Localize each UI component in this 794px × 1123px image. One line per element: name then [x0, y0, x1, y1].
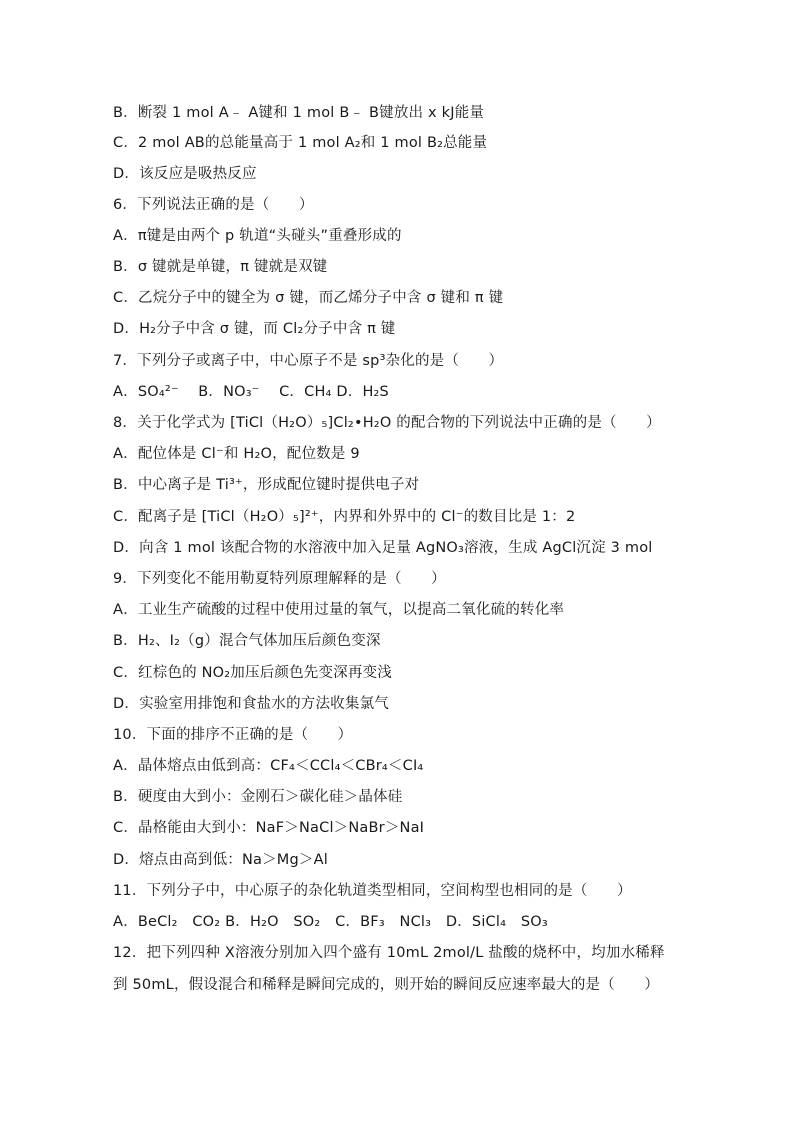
option-line: A．BeCl₂ CO₂ B．H₂O SO₂ C．BF₃ NCl₃ D．SiCl₄ SO₃ [113, 914, 548, 930]
question-line: 10．下面的排序不正确的是（ ） [113, 727, 353, 743]
option-line: B．σ 键就是单键，π 键就是双键 [113, 259, 328, 275]
question-line-continued: 到 50mL，假设混合和稀释是瞬间完成的，则开始的瞬间反应速率最大的是（ ） [113, 977, 660, 993]
option-line: A．配位体是 Cl⁻和 H₂O，配位数是 9 [113, 446, 360, 462]
option-line: B．中心离子是 Ti³⁺，形成配位键时提供电子对 [113, 477, 420, 493]
option-line: D．H₂分子中含 σ 键，而 Cl₂分子中含 π 键 [113, 321, 396, 337]
option-line: B．断裂 1 mol A﹣ A键和 1 mol B﹣ B键放出 x kJ能量 [113, 105, 485, 121]
option-line: C．红棕色的 NO₂加压后颜色先变深再变浅 [113, 665, 393, 681]
question-line: 12．把下列四种 X溶液分别加入四个盛有 10mL 2mol/L 盐酸的烧杯中，均加水稀释 [113, 945, 665, 961]
question-line: 11．下列分子中，中心原子的杂化轨道类型相同，空间构型也相同的是（ ） [113, 883, 632, 899]
option-line: B．H₂、I₂（g）混合气体加压后颜色变深 [113, 633, 381, 649]
option-line: A．π键是由两个 p 轨道“头碰头”重叠形成的 [113, 228, 402, 244]
question-line: 8．关于化学式为 [TiCl（H₂O）₅]Cl₂•H₂O 的配合物的下列说法中正确的是（ ） [113, 415, 661, 431]
option-line: B．硬度由大到小：金刚石＞碳化硅＞晶体硅 [113, 789, 403, 805]
option-line: D．该反应是吸热反应 [113, 166, 257, 182]
option-line: A．SO₄²⁻ B．NO₃⁻ C．CH₄ D．H₂S [113, 384, 389, 400]
option-line: A．晶体熔点由低到高：CF₄＜CCl₄＜CBr₄＜CI₄ [113, 758, 424, 774]
option-line: D．向含 1 mol 该配合物的水溶液中加入足量 AgNO₃溶液，生成 AgCl沉淀 3 mol [113, 540, 653, 556]
question-line: 6．下列说法正确的是（ ） [113, 197, 314, 213]
option-line: C．配离子是 [TiCl（H₂O）₅]²⁺，内界和外界中的 Cl⁻的数目比是 1：2 [113, 509, 576, 525]
option-line: D．熔点由高到低：Na＞Mg＞Al [113, 852, 328, 868]
option-line: C．晶格能由大到小：NaF＞NaCl＞NaBr＞NaI [113, 820, 425, 836]
option-line: D．实验室用排饱和食盐水的方法收集氯气 [113, 696, 389, 712]
option-line: C．2 mol AB的总能量高于 1 mol A₂和 1 mol B₂总能量 [113, 135, 488, 151]
option-line: A．工业生产硫酸的过程中使用过量的氧气，以提高二氧化硫的转化率 [113, 602, 565, 618]
question-line: 7．下列分子或离子中，中心原子不是 sp³杂化的是（ ） [113, 353, 504, 369]
option-line: C．乙烷分子中的键全为 σ 键，而乙烯分子中含 σ 键和 π 键 [113, 290, 504, 306]
question-line: 9．下列变化不能用勒夏特列原理解释的是（ ） [113, 571, 446, 587]
